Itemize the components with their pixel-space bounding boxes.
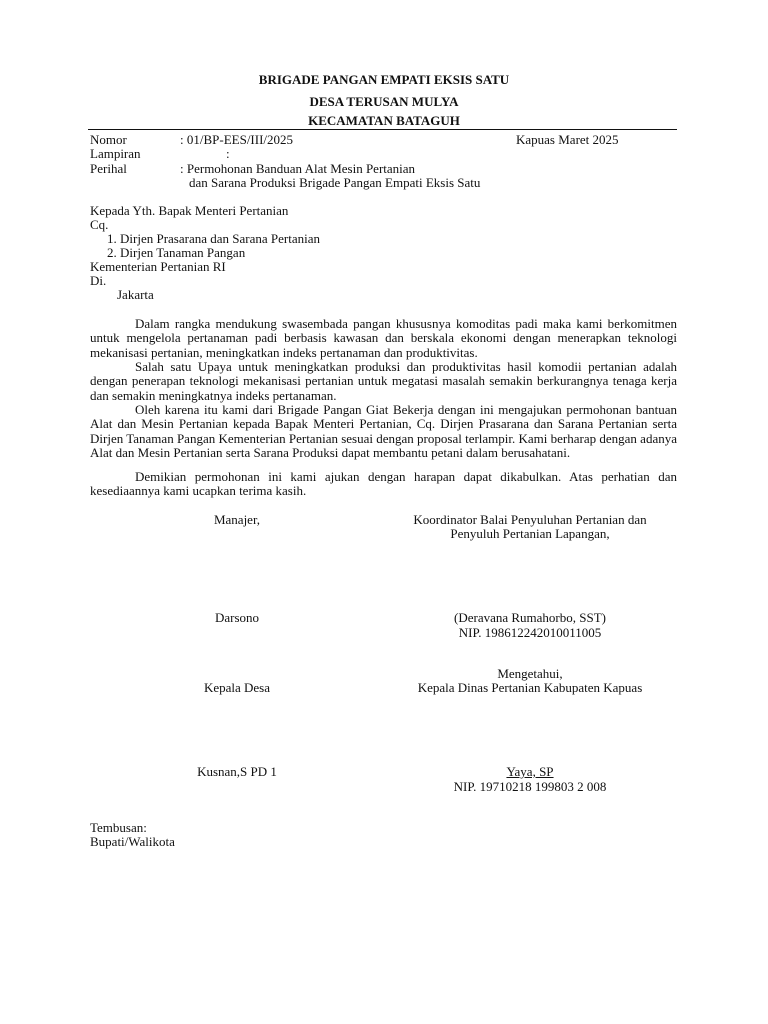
coordinator-title: Koordinator Balai Penyuluhan Pertanian dan xyxy=(413,512,647,527)
body-paragraph: Dalam rangka mendukung swasembada pangan khususnya komoditas padi maka kami berkomitmen untuk mengelola pertanaman padi berbasis kawasan dan berskala ekonomi dengan menerapkan teknologi mekanisasi pertanian, meningkatkan indeks pertanaman dan produktivitas. xyxy=(90,316,677,360)
letterhead-rule xyxy=(88,129,677,130)
coordinator-nip: NIP. 198612242010011005 xyxy=(458,625,602,640)
lampiran-label: Lampiran xyxy=(90,146,141,161)
nomor-value: : 01/BP-EES/III/2025 xyxy=(180,132,294,147)
perihal-label: Perihal xyxy=(90,161,127,176)
recipient-cq: Cq. xyxy=(90,217,109,232)
recipient-di: Di. xyxy=(90,273,107,288)
recipient-item: 2. Dirjen Tanaman Pangan xyxy=(107,245,246,260)
recipient-city: Jakarta xyxy=(117,287,154,302)
village-head-name: Kusnan,S PD 1 xyxy=(197,764,277,779)
recipient-item: 1. Dirjen Prasarana dan Sarana Pertanian xyxy=(107,231,320,246)
letterhead-org: BRIGADE PANGAN EMPATI EKSIS SATU xyxy=(258,72,510,87)
recipient-ministry: Kementerian Pertanian RI xyxy=(90,259,226,274)
village-head-title: Kepala Desa xyxy=(203,680,271,695)
lampiran-value: : xyxy=(226,146,230,161)
coordinator-name: (Deravana Rumahorbo, SST) xyxy=(454,610,606,625)
tembusan-label: Tembusan: xyxy=(90,820,147,835)
perihal-value: : Permohonan Banduan Alat Mesin Pertanian xyxy=(180,161,416,176)
agri-head-name: Yaya, SP xyxy=(506,764,554,779)
agri-head-nip: NIP. 19710218 199803 2 008 xyxy=(453,779,607,794)
coordinator-title-cont: Penyuluh Pertanian Lapangan, xyxy=(450,526,610,541)
body-paragraph: Demikian permohonan ini kami ajukan dengan harapan dapat dikabulkan. Atas perhatian dan kesediaannya kami ucapkan terima kasih. xyxy=(90,469,677,499)
body-paragraph: Oleh karena itu kami dari Brigade Pangan Giat Bekerja dengan ini mengajukan permohonan bantuan Alat dan Mesin Pertanian kepada Bapak Menteri Pertanian, Cq. Dirjen Prasarana dan Sarana Pertanian serta Dirjen Tanaman Pangan Kementerian Pertanian sesuai dengan proposal terlampir. Kami berharap dengan adanya Alat dan Mesin Pertanian serta Sarana Produksi dapat membantu petani dalam berusahatani. xyxy=(90,402,677,460)
recipient-line: Kepada Yth. Bapak Menteri Pertanian xyxy=(90,203,289,218)
manager-name: Darsono xyxy=(214,610,260,625)
mengetahui-label: Mengetahui, xyxy=(497,666,563,681)
letter-date: Kapuas Maret 2025 xyxy=(516,132,619,147)
tembusan-recipient: Bupati/Walikota xyxy=(90,834,175,849)
letterhead-village: DESA TERUSAN MULYA xyxy=(309,94,459,109)
letterhead-district: KECAMATAN BATAGUH xyxy=(308,113,460,128)
nomor-label: Nomor xyxy=(90,132,127,147)
manager-title: Manajer, xyxy=(213,512,261,527)
body-paragraph: Salah satu Upaya untuk meningkatkan produksi dan produktivitas hasil komodii pertanian adalah dengan penerapan teknologi mekanisasi pertanian untuk megatasi masalah semakin berkurangnya tenaga kerja dan semakin meningkatnya indeks pertanaman. xyxy=(90,359,677,403)
agri-head-title: Kepala Dinas Pertanian Kabupaten Kapuas xyxy=(417,680,643,695)
perihal-value-cont: dan Sarana Produksi Brigade Pangan Empati Eksis Satu xyxy=(189,175,481,190)
